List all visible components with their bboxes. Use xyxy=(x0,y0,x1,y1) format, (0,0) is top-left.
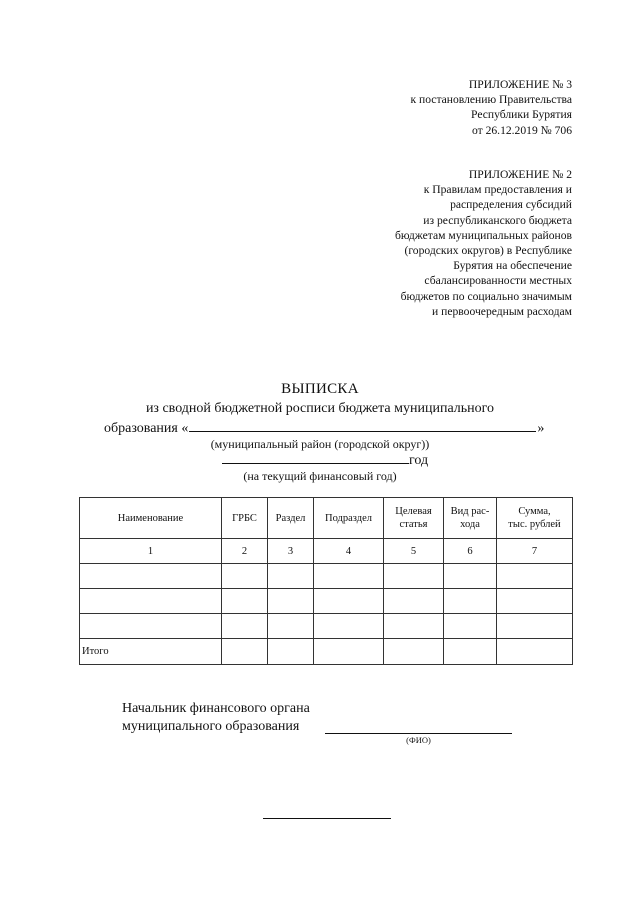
annex-2-line: из республиканского бюджета xyxy=(423,213,572,227)
annex-2-line: Бурятия на обеспечение xyxy=(453,259,572,273)
total-row xyxy=(80,639,573,665)
column-number: 6 xyxy=(444,539,497,564)
column-number: 2 xyxy=(222,539,268,564)
table-cell[interactable] xyxy=(80,614,222,639)
header-amount: Сумма, тыс. рублей xyxy=(497,498,573,539)
table-cell[interactable] xyxy=(444,614,497,639)
annex-2-line: (городских округов) в Республике xyxy=(404,244,572,258)
document-subtitle: из сводной бюджетной росписи бюджета муниципального xyxy=(145,401,495,416)
annex-2-line: к Правилам предоставления и xyxy=(423,183,572,197)
signature-blank-field[interactable] xyxy=(325,733,512,734)
table-row xyxy=(80,589,573,614)
column-number-row xyxy=(80,539,573,564)
table-cell[interactable] xyxy=(268,564,314,589)
formation-suffix: » xyxy=(537,421,545,436)
table-cell[interactable] xyxy=(384,589,444,614)
table-cell[interactable] xyxy=(222,614,268,639)
table-header-row xyxy=(80,498,573,539)
table-cell[interactable] xyxy=(314,639,384,665)
column-number: 1 xyxy=(80,539,222,564)
annex-3-line: ПРИЛОЖЕНИЕ № 3 xyxy=(468,78,572,91)
municipality-blank-field[interactable] xyxy=(189,419,536,432)
table-cell[interactable] xyxy=(497,589,573,614)
table-cell[interactable] xyxy=(268,614,314,639)
year-suffix: год xyxy=(409,453,429,468)
table-cell[interactable] xyxy=(384,614,444,639)
header-subsection: Подраздел xyxy=(314,498,384,539)
annex-2-header xyxy=(395,167,572,319)
column-number: 5 xyxy=(384,539,444,564)
table-cell[interactable] xyxy=(444,639,497,665)
table-row xyxy=(80,564,573,589)
table-cell[interactable] xyxy=(314,589,384,614)
table-cell[interactable] xyxy=(268,589,314,614)
signature-title-line-2: муниципального образования xyxy=(122,719,300,734)
annex-2-line: бюджетам муниципальных районов xyxy=(394,228,572,242)
year-blank-field[interactable] xyxy=(222,451,409,464)
annex-3-line: от 26.12.2019 № 706 xyxy=(471,123,572,137)
total-label: Итого xyxy=(80,639,222,665)
formation-prefix: образования « xyxy=(104,421,189,436)
header-section: Раздел xyxy=(268,498,314,539)
municipal-formation-line xyxy=(104,419,544,437)
table-cell[interactable] xyxy=(80,564,222,589)
municipality-caption: (муниципальный район (городской округ)) xyxy=(210,437,430,451)
annex-3-header xyxy=(410,77,572,138)
document-title: ВЫПИСКА xyxy=(281,381,359,397)
table-cell[interactable] xyxy=(444,564,497,589)
table-cell[interactable] xyxy=(314,564,384,589)
table-cell[interactable] xyxy=(222,639,268,665)
signature-block xyxy=(122,700,310,736)
header-name: Наименование xyxy=(80,498,222,539)
header-target-item: Целевая статья xyxy=(384,498,444,539)
annex-2-line: и первоочередным расходам xyxy=(432,304,572,318)
annex-2-line: ПРИЛОЖЕНИЕ № 2 xyxy=(468,168,572,181)
year-caption: (на текущий финансовый год) xyxy=(243,469,397,483)
total-amount-cell[interactable] xyxy=(497,639,573,665)
table-cell[interactable] xyxy=(222,589,268,614)
budget-extract-table xyxy=(79,497,573,665)
table-row xyxy=(80,614,573,639)
annex-2-line: распределения субсидий xyxy=(450,198,572,212)
annex-3-line: Республики Бурятия xyxy=(471,108,572,122)
annex-2-line: сбалансированности местных xyxy=(424,274,572,288)
table-cell[interactable] xyxy=(384,564,444,589)
divider xyxy=(263,818,391,819)
signature-caption: (ФИО) xyxy=(406,735,431,745)
column-number: 7 xyxy=(497,539,573,564)
table-cell[interactable] xyxy=(80,589,222,614)
column-number: 3 xyxy=(268,539,314,564)
table-cell[interactable] xyxy=(444,589,497,614)
header-grbs: ГРБС xyxy=(222,498,268,539)
table-cell[interactable] xyxy=(268,639,314,665)
year-line xyxy=(222,451,428,469)
table-cell[interactable] xyxy=(497,564,573,589)
table-cell[interactable] xyxy=(314,614,384,639)
annex-2-line: бюджетов по социально значимым xyxy=(400,289,572,303)
column-number: 4 xyxy=(314,539,384,564)
table-cell[interactable] xyxy=(497,614,573,639)
table-cell[interactable] xyxy=(222,564,268,589)
header-expense-type: Вид рас- хода xyxy=(444,498,497,539)
signature-title-line-1: Начальник финансового органа xyxy=(122,701,310,716)
annex-3-line: к постановлению Правительства xyxy=(410,93,572,107)
table-cell[interactable] xyxy=(384,639,444,665)
